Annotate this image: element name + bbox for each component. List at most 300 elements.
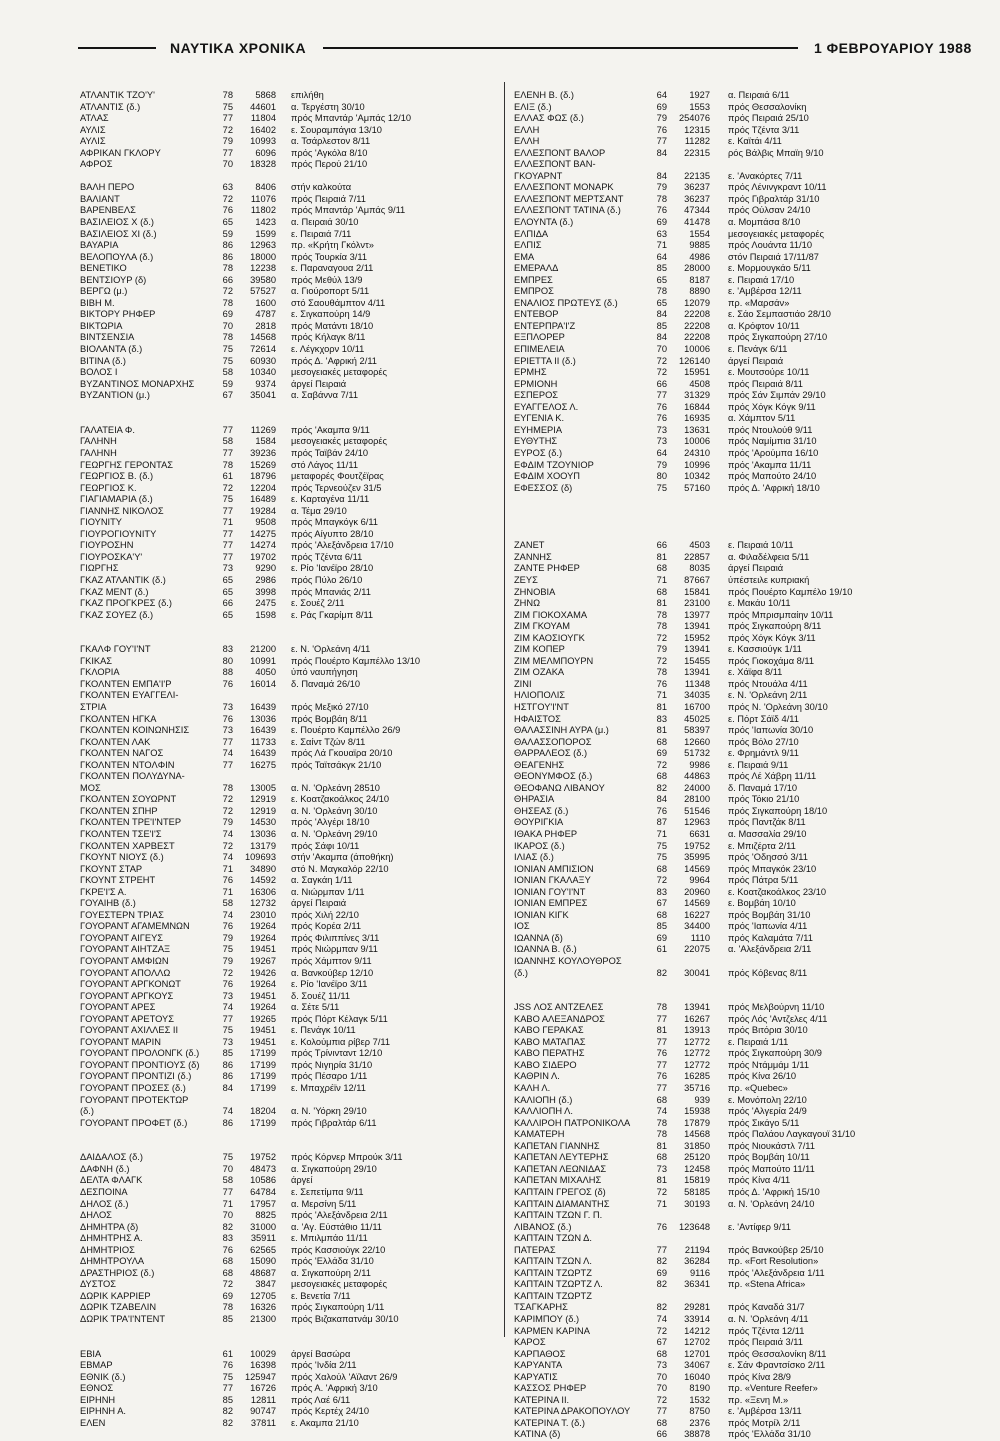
destination: μεσογειακές μεταφορές [728, 228, 825, 239]
build-year: 72 [656, 655, 667, 666]
ship-name: ΑΤΛΑΝΤΙΣ (δ.) [80, 101, 141, 112]
tonnage: 35041 [250, 390, 276, 401]
build-year: 77 [222, 147, 233, 158]
ship-row [80, 159, 500, 171]
ship-row [514, 1233, 919, 1245]
ship-name: ΚΑΡΟΣ [514, 1337, 546, 1348]
destination: πρός Θεσσαλονίκη 8/11 [728, 1348, 827, 1359]
ship-row [514, 679, 919, 691]
build-year: 85 [222, 1313, 233, 1324]
build-year: 69 [656, 217, 667, 228]
destination: ε. Μπιζέρτα 2/11 [728, 840, 796, 851]
ship-name: ΘΑΡΡΑΛΕΟΣ (δ.) [514, 748, 588, 759]
destination: ε. Ακαμπα 21/10 [291, 1417, 359, 1428]
tonnage: 12079 [684, 297, 710, 308]
destination: πρός Πουέρτο Καμπέλο 19/10 [728, 586, 853, 597]
ship-name: ΒΙΚΤΩΡΙΑ [80, 320, 123, 331]
ship-name: ΓΙΑΝΝΗΣ ΝΙΚΟΛΟΣ [80, 505, 164, 516]
ship-name: ΓΟΥΟΡΑΝΤ ΑΡΓΚΟΝΩΤ [80, 979, 181, 990]
ship-row [80, 1383, 500, 1395]
ship-name: ΒΥΖΑΝΤΙΟΝ (μ.) [80, 390, 150, 401]
ship-row [514, 298, 919, 310]
build-year: 73 [222, 725, 233, 736]
build-year: 68 [656, 771, 667, 782]
build-year: 72 [656, 1186, 667, 1197]
build-year: 86 [222, 1117, 233, 1128]
tonnage: 12919 [250, 794, 276, 805]
ship-name: ΔΗΜΗΤΡΙΟΣ [80, 1244, 135, 1255]
build-year: 72 [222, 1279, 233, 1290]
ship-name: ΕΙΡΗΝΗ [80, 1394, 116, 1405]
destination: πρός Ντάμμάμ 1/11 [728, 1059, 809, 1070]
ship-name: ΓΚΑΖ ΜΕΝΤ (δ.) [80, 586, 149, 597]
ship-row [80, 1095, 500, 1107]
destination: πρός Περού 21/10 [291, 159, 368, 170]
ship-name: ΒΙΝΤΣΕΝΣΙΑ [80, 332, 135, 343]
ship-row [80, 898, 500, 910]
ship-row [80, 379, 500, 391]
tonnage: 16935 [684, 413, 710, 424]
tonnage: 1584 [255, 436, 276, 447]
tonnage: 12701 [684, 1348, 710, 1359]
destination: α. Σαγκάη 1/11 [291, 875, 353, 886]
build-year: 69 [656, 1267, 667, 1278]
ship-row [80, 309, 500, 321]
destination: άργεί Πειραιά [728, 563, 784, 574]
tonnage: 51732 [684, 748, 710, 759]
tonnage: 14568 [250, 332, 276, 343]
tonnage: 19426 [250, 967, 276, 978]
build-year: 77 [222, 759, 233, 770]
destination: ε. Πειραιά 10/11 [728, 540, 794, 551]
section-gap [80, 1141, 500, 1153]
tonnage: 16306 [250, 886, 276, 897]
ship-row [80, 1002, 500, 1014]
destination: δ. Σουέζ 11/11 [291, 990, 351, 1001]
ship-row [514, 113, 919, 125]
destination: α. Σαβάννα 7/11 [291, 390, 359, 401]
destination: ε. Σάο Σεμπαστιάο 28/10 [728, 309, 831, 320]
ship-name: ΒΙΟΛΑΝΤΑ (δ.) [80, 344, 143, 355]
ship-row [514, 90, 919, 102]
ship-name: (δ.) [80, 1106, 94, 1117]
destination: α. Ν. 'Ορλεάνη 4/11 [728, 1313, 809, 1324]
tonnage: 12705 [250, 1290, 276, 1301]
tonnage: 12772 [684, 1048, 710, 1059]
tonnage: 9986 [689, 759, 710, 770]
ship-name: ΕΘΝΙΚ (δ.) [80, 1371, 126, 1382]
ship-name: ΘΑΛΑΣΣΟΠΟΡΟΣ [514, 736, 592, 747]
ship-name: ΔΩΡΙΚ ΤΖΑΒΕΛΙΝ [80, 1302, 157, 1313]
destination: πρός Τόκιο 21/10 [728, 794, 800, 805]
ship-name: ΚΑΛΗ Λ. [514, 1083, 551, 1094]
ship-row [80, 1060, 500, 1072]
ship-name: ΓΟΥΟΡΑΝΤ ΑΓΑΜΕΜΝΩΝ [80, 921, 190, 932]
destination: ε. Πενάγκ 6/11 [728, 344, 788, 355]
destination: στό Λάγος 11/11 [291, 459, 359, 470]
ship-row [80, 771, 500, 783]
build-year: 74 [222, 909, 233, 920]
tonnage: 10996 [684, 459, 710, 470]
destination: μεσογειακές μεταφορές [291, 1279, 388, 1290]
tonnage: 10006 [684, 436, 710, 447]
build-year: 77 [222, 1186, 233, 1197]
ship-row [514, 1210, 919, 1222]
destination: ε. Ν. 'Ορλεάνη 2/11 [728, 690, 808, 701]
destination: ε. Ρίο 'Ιανέϊρο 3/11 [291, 979, 368, 990]
ship-name: ΚΑΠΤΑΙΝ ΔΙΑΜΑΝΤΗΣ [514, 1198, 610, 1209]
ship-name: ΓΚΟΛΝΤΕΝ ΠΟΛΥΔΥΝΑ- [80, 771, 185, 782]
ship-row [514, 460, 919, 472]
section-gap [80, 1129, 500, 1141]
section-gap [514, 529, 919, 541]
ship-row [514, 332, 919, 344]
tonnage: 30041 [684, 967, 710, 978]
destination: πρός Κόρνερ Μπρούκ 3/11 [291, 1152, 403, 1163]
ship-name: ΖΙΜ ΜΕΛΜΠΟΥΡΝ [514, 655, 594, 666]
ship-name: ΑΦΡΟΣ [80, 159, 113, 170]
build-year: 65 [222, 217, 233, 228]
ship-row [514, 1418, 919, 1430]
tonnage: 16014 [250, 678, 276, 689]
ship-row [514, 1372, 919, 1384]
build-year: 76 [222, 678, 233, 689]
ship-row [514, 552, 919, 564]
ship-name: ΓΟΥΑΙΗΒ (δ.) [80, 898, 136, 909]
tonnage: 8187 [689, 274, 710, 285]
build-year: 66 [656, 540, 667, 551]
destination: πρός 'Αλεξάνδρεια 1/11 [728, 1267, 825, 1278]
ship-name: ΛΙΒΑΝΟΣ (δ.) [514, 1221, 572, 1232]
ship-row [80, 656, 500, 668]
ship-row [514, 390, 919, 402]
build-year: 85 [222, 1394, 233, 1405]
destination: δ. Παναμά 26/10 [291, 678, 361, 689]
ship-name: ΙΟΝΙΑΝ ΓΚΑΛΑΞΥ [514, 875, 591, 886]
ship-row [80, 252, 500, 264]
destination: δ. Παναμά 17/10 [728, 782, 798, 793]
ship-name: ΓΟΥΟΡΑΝΤ ΑΡΕΤΟΥΣ [80, 1013, 174, 1024]
ship-row [80, 587, 500, 599]
ship-name: ΠΑΤΕΡΑΣ [514, 1244, 556, 1255]
destination: πρός Μελβούρνη 11/10 [728, 1002, 825, 1013]
destination: πρός Μαπούτο 24/10 [728, 471, 817, 482]
tonnage: 44601 [250, 101, 276, 112]
destination: άργεί Βασώρα [291, 1348, 351, 1359]
tonnage: 11802 [250, 205, 276, 216]
tonnage: 12772 [684, 1036, 710, 1047]
page-header [78, 38, 988, 58]
ship-row [514, 240, 919, 252]
ship-row [80, 1245, 500, 1257]
tonnage: 16227 [684, 909, 710, 920]
header-rule-left [78, 47, 156, 49]
build-year: 82 [222, 1406, 233, 1417]
destination: πρός Βιτόρια 30/10 [728, 1025, 808, 1036]
ship-name: ΚΑΜΑΤΕΡΗ [514, 1129, 565, 1140]
tonnage: 1598 [255, 609, 276, 620]
ship-row [80, 298, 500, 310]
destination: α. Τέμα 29/10 [291, 505, 347, 516]
destination: ε. Μπαχρέϊν 12/11 [291, 1083, 366, 1094]
ship-row [514, 194, 919, 206]
tonnage: 16700 [684, 701, 710, 712]
tonnage: 57160 [684, 482, 710, 493]
ship-row [514, 540, 919, 552]
build-year: 80 [222, 655, 233, 666]
ship-name: ΔΕΛΤΑ ΦΛΑΓΚ [80, 1175, 143, 1186]
tonnage: 14569 [684, 898, 710, 909]
build-year: 58 [222, 367, 233, 378]
destination: α. Χάμπτον 5/11 [728, 413, 796, 424]
destination: πρός Σιγκαπούρη 8/11 [728, 621, 822, 632]
destination: πρός Μπαγκόγκ 6/11 [291, 517, 378, 528]
issue-date: 1 ΦΕΒΡΟΥΑΡΙΟΥ 1988 [814, 40, 972, 56]
tonnage: 14212 [684, 1325, 710, 1336]
destination: πρός Πειραιά 3/11 [728, 1337, 803, 1348]
ship-name: ΚΑΘΡΙΝ Λ. [514, 1071, 560, 1082]
destination: α. Σιγκαπούρη 29/10 [291, 1163, 377, 1174]
destination: πρός 'Ιαπωνία 4/11 [728, 921, 808, 932]
ship-row [514, 1291, 919, 1303]
destination: πρός Τζέντα 3/11 [728, 124, 800, 135]
tonnage: 58397 [684, 725, 710, 736]
ship-row [80, 610, 500, 622]
destination: πρός Κορέα 2/11 [291, 921, 361, 932]
tonnage: 10586 [250, 1175, 276, 1186]
destination: ε. Σεπετίμπα 9/11 [291, 1186, 364, 1197]
tonnage: 15269 [250, 459, 276, 470]
ship-row [80, 725, 500, 737]
destination: πρός Βιζακαπατνάμ 30/10 [291, 1313, 399, 1324]
ship-row [514, 356, 919, 368]
ship-row [514, 1314, 919, 1326]
destination: πρός Μπρισμπαίην 10/11 [728, 609, 834, 620]
ship-row [80, 1210, 500, 1222]
tonnage: 13036 [250, 713, 276, 724]
build-year: 78 [222, 459, 233, 470]
ship-name: ΚΑΡΠΑΘΟΣ [514, 1348, 566, 1359]
ship-row [514, 702, 919, 714]
ship-name: ΑΤΛΑΝΤΙΚ ΤΖΟ'Υ' [80, 90, 155, 100]
destination: πρός Ταϊτσάκγκ 21/10 [291, 759, 382, 770]
build-year: 76 [656, 805, 667, 816]
ship-row [514, 714, 919, 726]
destination: πρ. «Quebec» [728, 1083, 788, 1094]
build-year: 71 [222, 1198, 233, 1209]
section-gap [80, 402, 500, 414]
ship-name: ΑΦΡΙΚΑΝ ΓΚΛΟΡΥ [80, 147, 161, 158]
tonnage: 12315 [684, 124, 710, 135]
ship-row [80, 1256, 500, 1268]
tonnage: 48473 [250, 1163, 276, 1174]
ship-name: ΗΣΤΓΟΥ'Ι'ΝΤ [514, 701, 569, 712]
ship-name: ΚΑΛΛΙΡΟΗ ΠΑΤΡΟΝΙΚΟΛΑ [514, 1117, 631, 1128]
destination: πρός Σάν Σιμπάν 29/10 [728, 390, 826, 401]
tonnage: 16489 [250, 494, 276, 505]
destination: ε. Μουτσούρε 10/11 [728, 367, 810, 378]
ship-row [80, 690, 500, 702]
destination: α. Πειραιά 30/10 [291, 217, 359, 228]
section-gap [80, 633, 500, 645]
ship-name: ΓΟΥΟΡΑΝΤ ΠΡΟΝΤΙΖΙ (δ.) [80, 1071, 192, 1082]
tonnage: 254076 [678, 113, 710, 124]
ship-name: ΓΚΟΥΝΤ ΣΤΑΡ [80, 863, 143, 874]
destination: πρός Πάτρα 5/11 [728, 875, 799, 886]
build-year: 73 [222, 990, 233, 1001]
build-year: 83 [656, 713, 667, 724]
build-year: 72 [656, 1394, 667, 1405]
ship-row [80, 356, 500, 368]
build-year: 69 [656, 748, 667, 759]
ship-name: ΒΙΤΙΝΑ (δ.) [80, 355, 126, 366]
build-year: 72 [656, 875, 667, 886]
ship-row [514, 1129, 919, 1141]
destination: πρ. «Stena Africa» [728, 1279, 806, 1290]
destination: ε. 'Ανακόρτες 7/11 [728, 170, 803, 181]
destination: επιλήθη [291, 90, 324, 100]
ship-name: ΔΕΣΠΟΙΝΑ [80, 1186, 128, 1197]
tonnage: 3847 [255, 1279, 276, 1290]
ship-name: ΕΜΠΡΕΣ [514, 274, 553, 285]
build-year: 70 [222, 159, 233, 170]
ship-name: ΔΗΜΗΤΡΟΥΛΑ [80, 1256, 145, 1267]
tonnage: 34067 [684, 1360, 710, 1371]
destination: πρός Λέ Χάβρη 11/11 [728, 771, 817, 782]
ship-row [514, 1360, 919, 1372]
ship-row [80, 1152, 500, 1164]
ship-name: ΚΑΡΙΜΠΟΥ (δ.) [514, 1313, 580, 1324]
tonnage: 9964 [689, 875, 710, 886]
ship-name: ΗΛΙΟΠΟΛΙΣ [514, 690, 566, 701]
ship-row [514, 1256, 919, 1268]
destination: πρός Πειραιά 25/10 [728, 113, 809, 124]
tonnage: 17199 [250, 1083, 276, 1094]
ship-row [514, 402, 919, 414]
ship-name: ΘΗΣΕΑΣ (δ.) [514, 805, 569, 816]
ship-row [514, 610, 919, 622]
ship-name: ΙΚΑΡΟΣ (δ.) [514, 840, 565, 851]
ship-row [80, 1349, 500, 1361]
ship-row [514, 1037, 919, 1049]
tonnage: 39580 [250, 274, 276, 285]
ship-name: JSS ΛΟΣ ΑΝΤΖΕΛΕΣ [514, 1002, 604, 1013]
ship-row [514, 771, 919, 783]
ship-row [514, 148, 919, 160]
destination: πρός Βομβάη 10/11 [728, 1152, 810, 1163]
build-year: 72 [222, 805, 233, 816]
tonnage: 22135 [684, 170, 710, 181]
ship-name: ΓΚΟΛΝΤΕΝ ΗΓΚΑ [80, 713, 157, 724]
ship-row [80, 205, 500, 217]
build-year: 77 [222, 1013, 233, 1024]
tonnage: 4050 [255, 667, 276, 678]
ship-row [80, 148, 500, 160]
build-year: 82 [656, 1279, 667, 1290]
ship-name: ΙΟΝΙΑΝ ΚΙΓΚ [514, 909, 569, 920]
tonnage: 22857 [684, 551, 710, 562]
tonnage: 22208 [684, 320, 710, 331]
build-year: 77 [656, 1013, 667, 1024]
build-year: 82 [656, 782, 667, 793]
tonnage: 60930 [250, 355, 276, 366]
tonnage: 39236 [250, 447, 276, 458]
ship-row [514, 1048, 919, 1060]
ship-name: ΑΥΛΙΣ [80, 124, 106, 135]
tonnage: 12963 [250, 240, 276, 251]
ship-row [80, 194, 500, 206]
tonnage: 34400 [684, 921, 710, 932]
destination: πρός Χαλούλ 'Αϊλαντ 26/9 [291, 1371, 398, 1382]
ship-row [514, 933, 919, 945]
ship-row [514, 760, 919, 772]
ship-row [80, 182, 500, 194]
tonnage: 15090 [250, 1256, 276, 1267]
build-year: 83 [656, 886, 667, 897]
ship-name: ΚΑΠΤΑΙΝ ΤΖΩΡΤΖ [514, 1290, 592, 1301]
destination: ε. Καϊτάι 4/11 [728, 136, 782, 147]
tonnage: 12660 [684, 736, 710, 747]
build-year: 77 [222, 1383, 233, 1394]
tonnage: 12458 [684, 1163, 710, 1174]
ship-name: ΕΝΤΕΡΠΡΑ'Ι'Ζ [514, 320, 576, 331]
ship-name: ΓΚΟΛΝΤΕΝ ΤΣΕ'Ι'Σ [80, 829, 162, 839]
build-year: 79 [656, 644, 667, 655]
build-year: 77 [656, 1083, 667, 1094]
destination: πρός Κασσιούγκ 22/10 [291, 1244, 386, 1255]
tonnage: 17199 [250, 1048, 276, 1059]
tonnage: 1927 [689, 90, 710, 100]
ship-name: ΕΠΙΜΕΛΕΙΑ [514, 344, 565, 355]
tonnage: 126140 [678, 355, 710, 366]
ship-name: ΕΡΜΗΣ [514, 367, 547, 378]
ship-row [514, 1337, 919, 1349]
build-year: 71 [656, 574, 667, 585]
destination: πρός Τζέντα 12/11 [728, 1325, 805, 1336]
ship-name: ΓΕΩΡΓΙΟΣ Β. (δ.) [80, 471, 154, 482]
ship-name: ΔΗΜΗΤΡΗΣ Α. [80, 1233, 143, 1244]
ship-row [80, 783, 500, 795]
build-year: 58 [222, 898, 233, 909]
tonnage: 1423 [255, 217, 276, 228]
ship-name: ΖΗΝΩ [514, 598, 541, 609]
tonnage: 14592 [250, 875, 276, 886]
tonnage: 18796 [250, 471, 276, 482]
ship-name: ΒΟΛΟΣ Ι [80, 367, 118, 378]
ship-name: ΕΡΜΙΟΝΗ [514, 378, 558, 389]
build-year: 66 [656, 378, 667, 389]
build-year: 67 [222, 390, 233, 401]
ship-row [80, 760, 500, 772]
build-year: 76 [222, 713, 233, 724]
ship-row [514, 309, 919, 321]
ship-name: ΓΚΟΛΝΤΕΝ ΚΟΙΝΩΝΗΣΙΣ [80, 725, 190, 736]
destination: ε. Ράς Γκαρίμπ 8/11 [291, 609, 374, 620]
destination: πρός Αίγυπτο 28/10 [291, 528, 374, 539]
build-year: 85 [656, 921, 667, 932]
tonnage: 16267 [684, 1013, 710, 1024]
ship-row [514, 956, 919, 968]
destination: α. 'Αλεξάνδρεια 2/11 [728, 944, 812, 955]
destination: πρός 'Αλγέρι 18/10 [291, 817, 370, 828]
build-year: 77 [222, 551, 233, 562]
tonnage: 9290 [255, 563, 276, 574]
ship-name: ΓΟΥΟΡΑΝΤ ΑΙΗΤΖΑΞ [80, 944, 171, 955]
ship-row [80, 217, 500, 229]
ship-row [80, 90, 500, 102]
build-year: 78 [656, 1002, 667, 1013]
build-year: 68 [656, 563, 667, 574]
